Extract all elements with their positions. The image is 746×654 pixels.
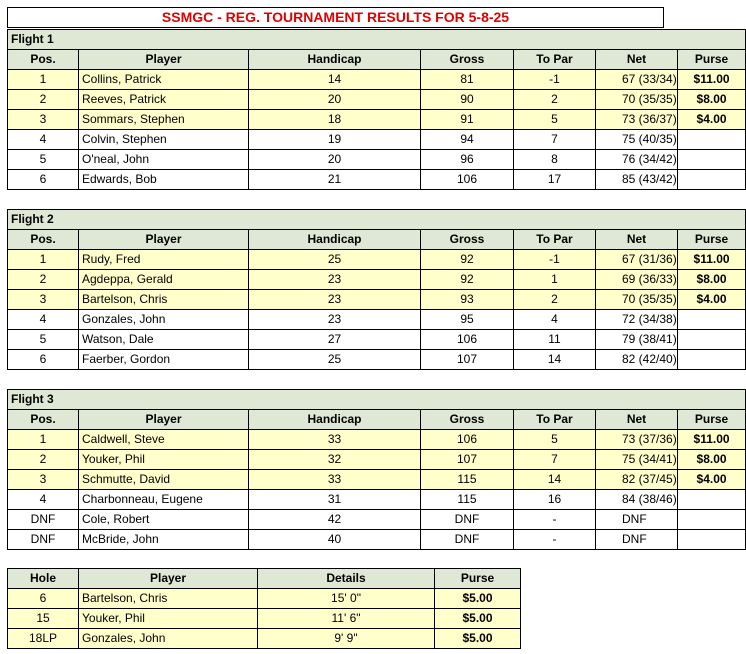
cell-player: Caldwell, Steve [79,430,249,450]
cell-topar: 2 [514,90,596,110]
cell-player: Bartelson, Chris [79,290,249,310]
cell-handicap: 31 [249,490,421,510]
cell-topar: 2 [514,290,596,310]
cell-pos: 1 [8,430,79,450]
ctp-purse: $5.00 [435,629,521,649]
cell-player: McBride, John [79,530,249,550]
cell-purse: $11.00 [678,250,746,270]
table-row [8,170,746,190]
table-row [8,470,746,490]
ctp-hole: 18LP [8,629,79,649]
col-header-net: Net [596,50,678,70]
cell-net: DNF [596,510,678,530]
cell-pos: 4 [8,130,79,150]
col-header-handicap: Handicap [249,410,421,430]
cell-handicap: 21 [249,170,421,190]
col-header-purse: Purse [678,410,746,430]
ctp-purse: $5.00 [435,589,521,609]
cell-purse [678,170,746,190]
cell-player: Edwards, Bob [79,170,249,190]
cell-topar: 8 [514,150,596,170]
cell-player: Agdeppa, Gerald [79,270,249,290]
cell-purse: $8.00 [678,90,746,110]
cell-pos: 2 [8,270,79,290]
cell-handicap: 20 [249,150,421,170]
col-header-pos: Pos. [8,230,79,250]
cell-handicap: 23 [249,270,421,290]
cell-net: 84 (38/46) [596,490,678,510]
cell-topar: 17 [514,170,596,190]
cell-purse [678,310,746,330]
cell-topar: 16 [514,490,596,510]
table-row [8,430,746,450]
cell-purse: $4.00 [678,470,746,490]
table-row [8,250,746,270]
cell-purse [678,490,746,510]
cell-net: 69 (36/33) [596,270,678,290]
cell-gross: 81 [421,70,514,90]
cell-handicap: 40 [249,530,421,550]
cell-net: 72 (34/38) [596,310,678,330]
cell-topar: 11 [514,330,596,350]
flight-title: Flight 3 [8,390,746,410]
flight-title-row [8,390,746,410]
cell-player: Watson, Dale [79,330,249,350]
cell-purse [678,530,746,550]
ctp-col-player: Player [79,569,258,589]
column-header-row [8,50,746,70]
cell-gross: 92 [421,270,514,290]
table-row [8,130,746,150]
cell-pos: 4 [8,490,79,510]
table-row [8,510,746,530]
ctp-header-row [8,569,521,589]
cell-purse: $4.00 [678,110,746,130]
cell-purse: $4.00 [678,290,746,310]
cell-gross: 107 [421,350,514,370]
cell-player: Reeves, Patrick [79,90,249,110]
cell-topar: 7 [514,450,596,470]
table-row [8,270,746,290]
cell-handicap: 18 [249,110,421,130]
cell-gross: 106 [421,170,514,190]
cell-net: 67 (33/34) [596,70,678,90]
cell-pos: 5 [8,330,79,350]
ctp-hole: 15 [8,609,79,629]
table-row [8,90,746,110]
cell-handicap: 33 [249,430,421,450]
flight-1-table [7,29,746,190]
cell-player: Schmutte, David [79,470,249,490]
ctp-col-hole: Hole [8,569,79,589]
cell-purse [678,510,746,530]
table-row [8,350,746,370]
table-row [8,310,746,330]
col-header-purse: Purse [678,230,746,250]
cell-purse [678,130,746,150]
cell-topar: 14 [514,470,596,490]
cell-net: 73 (36/37) [596,110,678,130]
flight-2-table [7,209,746,370]
cell-gross: 93 [421,290,514,310]
cell-gross: 96 [421,150,514,170]
cell-net: 67 (31/36) [596,250,678,270]
table-row [8,450,746,470]
cell-topar: 4 [514,310,596,330]
cell-topar: -1 [514,250,596,270]
cell-pos: 6 [8,350,79,370]
cell-pos: 1 [8,250,79,270]
cell-player: Faerber, Gordon [79,350,249,370]
col-header-pos: Pos. [8,50,79,70]
cell-gross: DNF [421,530,514,550]
cell-pos: 5 [8,150,79,170]
cell-net: 82 (37/45) [596,470,678,490]
cell-player: Rudy, Fred [79,250,249,270]
cell-gross: 94 [421,130,514,150]
cell-player: Colvin, Stephen [79,130,249,150]
flight-title-row [8,210,746,230]
table-row [8,70,746,90]
cell-handicap: 25 [249,350,421,370]
cell-net: 75 (34/41) [596,450,678,470]
cell-gross: 106 [421,330,514,350]
cell-handicap: 32 [249,450,421,470]
cell-pos: 1 [8,70,79,90]
cell-gross: 91 [421,110,514,130]
cell-handicap: 27 [249,330,421,350]
table-row [8,150,746,170]
cell-net: 70 (35/35) [596,290,678,310]
flight-title: Flight 2 [8,210,746,230]
table-row [8,290,746,310]
cell-topar: 5 [514,430,596,450]
col-header-net: Net [596,230,678,250]
table-row [8,330,746,350]
ctp-col-details: Details [258,569,435,589]
col-header-player: Player [79,50,249,70]
ctp-row [8,629,521,649]
cell-purse: $8.00 [678,270,746,290]
cell-handicap: 23 [249,310,421,330]
cell-player: Sommars, Stephen [79,110,249,130]
cell-pos: DNF [8,510,79,530]
table-row [8,530,746,550]
cell-gross: 95 [421,310,514,330]
cell-player: Gonzales, John [79,310,249,330]
col-header-net: Net [596,410,678,430]
cell-net: 82 (42/40) [596,350,678,370]
ctp-purse: $5.00 [435,609,521,629]
ctp-table [7,568,521,649]
cell-topar: - [514,510,596,530]
cell-net: 70 (35/35) [596,90,678,110]
col-header-player: Player [79,410,249,430]
ctp-details: 9' 9" [258,629,435,649]
page-title: SSMGC - REG. TOURNAMENT RESULTS FOR 5-8-25 [8,8,664,28]
cell-topar: - [514,530,596,550]
col-header-handicap: Handicap [249,50,421,70]
col-header-purse: Purse [678,50,746,70]
cell-player: Youker, Phil [79,450,249,470]
cell-pos: 3 [8,110,79,130]
col-header-gross: Gross [421,410,514,430]
cell-pos: 2 [8,450,79,470]
ctp-details: 11' 6" [258,609,435,629]
cell-topar: 14 [514,350,596,370]
cell-purse [678,330,746,350]
table-row [8,490,746,510]
cell-topar: -1 [514,70,596,90]
col-header-topar: To Par [514,50,596,70]
cell-player: Collins, Patrick [79,70,249,90]
cell-purse [678,150,746,170]
cell-player: O'neal, John [79,150,249,170]
cell-topar: 5 [514,110,596,130]
cell-pos: 3 [8,470,79,490]
col-header-topar: To Par [514,410,596,430]
cell-pos: 4 [8,310,79,330]
cell-gross: DNF [421,510,514,530]
cell-purse [678,350,746,370]
cell-handicap: 23 [249,290,421,310]
ctp-player: Gonzales, John [79,629,258,649]
cell-handicap: 25 [249,250,421,270]
cell-net: 73 (37/36) [596,430,678,450]
cell-topar: 1 [514,270,596,290]
cell-gross: 107 [421,450,514,470]
flight-title: Flight 1 [8,30,746,50]
flight-title-row [8,30,746,50]
ctp-col-purse: Purse [435,569,521,589]
ctp-details: 15' 0" [258,589,435,609]
col-header-pos: Pos. [8,410,79,430]
cell-gross: 106 [421,430,514,450]
column-header-row [8,410,746,430]
cell-handicap: 14 [249,70,421,90]
ctp-row [8,589,521,609]
cell-pos: 6 [8,170,79,190]
cell-purse: $11.00 [678,430,746,450]
col-header-handicap: Handicap [249,230,421,250]
table-row [8,110,746,130]
cell-gross: 90 [421,90,514,110]
ctp-player: Youker, Phil [79,609,258,629]
cell-player: Cole, Robert [79,510,249,530]
cell-topar: 7 [514,130,596,150]
col-header-gross: Gross [421,50,514,70]
ctp-hole: 6 [8,589,79,609]
cell-gross: 115 [421,470,514,490]
cell-pos: 3 [8,290,79,310]
cell-net: 75 (40/35) [596,130,678,150]
flight-3-table [7,389,746,550]
cell-purse: $8.00 [678,450,746,470]
cell-net: DNF [596,530,678,550]
cell-gross: 115 [421,490,514,510]
col-header-player: Player [79,230,249,250]
column-header-row [8,230,746,250]
ctp-row [8,609,521,629]
cell-gross: 92 [421,250,514,270]
cell-handicap: 20 [249,90,421,110]
cell-net: 76 (34/42) [596,150,678,170]
cell-handicap: 19 [249,130,421,150]
cell-purse: $11.00 [678,70,746,90]
cell-net: 85 (43/42) [596,170,678,190]
cell-net: 79 (38/41) [596,330,678,350]
cell-pos: DNF [8,530,79,550]
col-header-topar: To Par [514,230,596,250]
cell-pos: 2 [8,90,79,110]
cell-handicap: 33 [249,470,421,490]
col-header-gross: Gross [421,230,514,250]
cell-player: Charbonneau, Eugene [79,490,249,510]
ctp-player: Bartelson, Chris [79,589,258,609]
title-table [7,7,664,28]
cell-handicap: 42 [249,510,421,530]
